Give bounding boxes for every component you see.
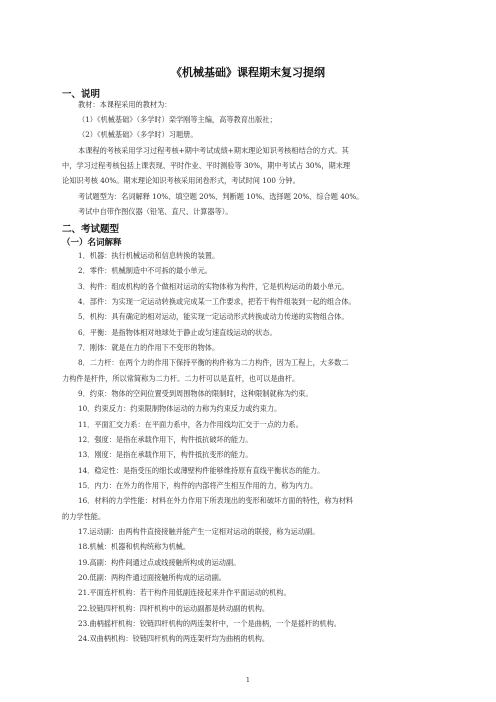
definition-line: 16．材料的力学性能：材料在外力作用下所表现出的变形和破坏方面的特性，称为材料 <box>78 496 354 505</box>
definition-line: 5．机构：具有确定的相对运动，能实现一定运动形式转换或动力传递的实物组合体。 <box>78 312 349 321</box>
document-title: 《机械基础》课程期末复习提纲 <box>171 66 325 79</box>
paragraph-line: 中，学习过程考核包括上课表现、平时作业、平时测验等 30%，期中考试占 30%，期末理 <box>62 161 351 170</box>
definition-line: 9．约束：物体的空间位置受到周围物体的限制时，这种限制就称为约束。 <box>78 389 313 398</box>
paragraph-line: 论知识考核 40%。期末理论知识考核采用闭卷形式，考试时间 100 分钟。 <box>62 176 300 185</box>
definition-line: 22.铰链四杆机构：四杆机构中的运动副都是转动副的机构。 <box>78 604 270 613</box>
paragraph-line: 教材：本课程采用的教材为： <box>78 100 172 109</box>
paragraph-line: （1）《机械基础》（多学时）栾学刚等主编，高等教育出版社； <box>78 115 277 124</box>
definition-line: 12．强度：是指在承载作用下，构件抵抗破坏的能力。 <box>78 435 253 444</box>
definition-line: 8．二力杆：在两个力的作用下保持平衡的构件称为二力构件，因为工程上，大多数二 <box>78 358 349 367</box>
definition-line: 1．机器：执行机械运动和信息转换的装置。 <box>78 251 220 260</box>
section-heading-exam-types: 二、考试题型 <box>62 224 120 235</box>
definition-line: 14．稳定性：是指受压的细长或薄壁构件能够维持原有直线平衡状态的能力。 <box>78 466 325 475</box>
definition-line: 7．刚体：就是在力的作用下不变形的物体。 <box>78 343 220 352</box>
definition-line: 19.高副：构件间通过点或线接触所构成的运动副。 <box>78 558 241 567</box>
definition-line: 17.运动副：由两构件直接接触并能产生一定相对运动的联接，称为运动副。 <box>78 527 320 536</box>
section-heading-explanation: 一、说明 <box>62 89 101 100</box>
definition-line: 18.机械：机器和机构统称为机械。 <box>78 542 191 551</box>
paragraph-line: 本课程的考核采用学习过程考核+期中考试成绩+期末理论知识考核相结合的方式。其 <box>78 146 349 155</box>
definition-line: 21.平面连杆机构：若干构件用低副连接起来并作平面运动的机构。 <box>78 588 291 597</box>
paragraph-line: 考试题型为：名词解释 10%、填空题 20%、判断题 10%、选择题 20%、综合题 40%。 <box>78 192 364 201</box>
definition-line: 2．零件：机械制造中不可拆的最小单元。 <box>78 266 212 275</box>
definition-line: 的力学性能。 <box>62 512 106 521</box>
definition-line: 10．约束反力：约束限制物体运动的力称为约束反力或约束力。 <box>78 404 282 413</box>
definition-line: 20.低副：两构件通过面接触所构成的运动副。 <box>78 573 226 582</box>
definition-line: 4．部件：为实现一定运动转换或完成某一工作要求，把若干构件组装到一起的组合体。 <box>78 297 356 306</box>
definition-line: 24.双曲柄机构：铰链四杆机构的两连架杆均为曲柄的机构。 <box>78 634 270 643</box>
page-number: 1 <box>245 676 251 684</box>
definition-line: 15．内力：在外力的作用下，构件的内部将产生相互作用的力，称为内力。 <box>78 481 318 490</box>
definition-line: 23.曲柄摇杆机构：铰链四杆机构的两连架杆中，一个是曲柄，一个是摇杆的机构。 <box>78 619 341 628</box>
definition-line: 6．平衡：是指物体相对地球处于静止或匀速直线运动的状态。 <box>78 328 277 337</box>
paragraph-line: 考试中自带作图仪器（铅笔、直尺、计算器等）。 <box>78 207 233 216</box>
subsection-heading-definitions: （一）名词解释 <box>62 238 122 248</box>
paragraph-line: （2）《机械基础》（多学时）习题册。 <box>78 130 198 139</box>
definition-line: 11．平面汇交力系：在平面力系中，各力作用线均汇交于一点的力系。 <box>78 420 303 429</box>
definition-line: 13．刚度：是指在承载作用下，构件抵抗变形的能力。 <box>78 450 253 459</box>
definition-line: 力构件是杆件，所以常简称为二力杆。二力杆可以是直杆，也可以是曲杆。 <box>62 374 300 383</box>
definition-line: 3．构件：组成机构的各个做相对运动的实物体称为构件，它是机构运动的最小单元。 <box>78 282 349 291</box>
